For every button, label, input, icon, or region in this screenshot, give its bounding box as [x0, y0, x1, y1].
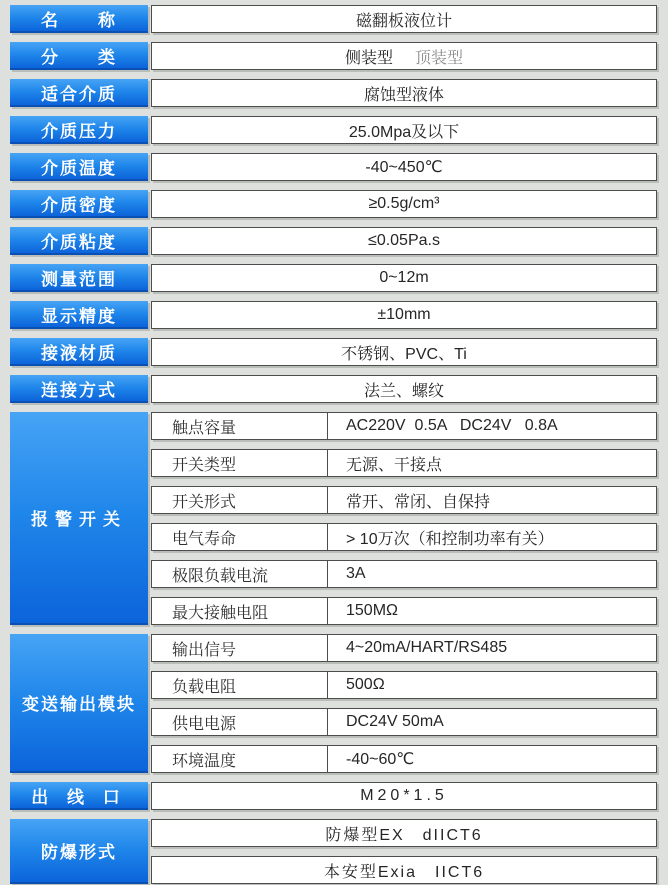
row-label: 出 线 口 — [10, 782, 148, 810]
subrow-value: 500Ω — [346, 676, 385, 693]
transmitter-module-label: 变送输出模块 — [10, 634, 148, 773]
row-value — [151, 301, 657, 329]
row-value — [151, 42, 657, 70]
table-row — [151, 708, 657, 736]
subrow-label: 输出信号 — [152, 635, 328, 661]
row-value — [151, 375, 657, 403]
row-value — [151, 116, 657, 144]
table-row — [10, 227, 657, 255]
table-row — [151, 449, 657, 477]
table-row — [10, 79, 657, 107]
subrow-value: 常开、常闭、自保持 — [346, 493, 491, 511]
table-row — [151, 412, 657, 440]
row-value-text: ≤0.05Pa.s — [368, 232, 440, 249]
row-label: 介质密度 — [10, 190, 148, 218]
row-label: 介质温度 — [10, 153, 148, 181]
alarm-switch-section — [10, 412, 657, 625]
table-row — [151, 486, 657, 514]
subrow-value: 150MΩ — [346, 602, 398, 619]
subrow-value: DC24V 50mA — [346, 713, 444, 730]
row-value-text: 磁翻板液位计 — [355, 12, 452, 30]
row-label: 适合介质 — [10, 79, 148, 107]
table-row — [151, 819, 657, 847]
subrow-value: > 10万次（和控制功率有关） — [346, 530, 554, 548]
row-value-text: -40~450℃ — [365, 159, 443, 176]
row-value — [151, 227, 657, 255]
explosion-proof-label: 防爆形式 — [10, 819, 148, 884]
alarm-switch-label: 报警开关 — [10, 412, 148, 625]
subrow-label: 供电电源 — [152, 709, 328, 735]
table-row — [10, 375, 657, 403]
subrow-label: 负载电阻 — [152, 672, 328, 698]
row-value-text: M20*1.5 — [360, 787, 448, 804]
subrow-label: 触点容量 — [152, 413, 328, 439]
row-value-secondary: 顶装型 — [415, 49, 464, 67]
row-label: 介质粘度 — [10, 227, 148, 255]
table-row — [151, 671, 657, 699]
subrow-label: 最大接触电阻 — [152, 598, 328, 624]
subrow-label: 开关类型 — [152, 450, 328, 476]
table-row — [10, 153, 657, 181]
table-row — [10, 5, 657, 33]
table-row — [10, 42, 657, 70]
row-value-text: 不锈钢、PVC、Ti — [341, 345, 467, 363]
row-label: 接液材质 — [10, 338, 148, 366]
table-row — [151, 856, 657, 884]
row-label: 显示精度 — [10, 301, 148, 329]
table-row — [151, 560, 657, 588]
row-value-text: 25.0Mpa及以下 — [348, 123, 460, 141]
table-row — [10, 301, 657, 329]
row-value — [151, 5, 657, 33]
table-row — [10, 338, 657, 366]
table-row — [10, 116, 657, 144]
row-value — [151, 782, 657, 810]
row-label: 分 类 — [10, 42, 148, 70]
subrow-value: 防爆型EX dIICT6 — [325, 826, 483, 844]
subrow-value: 无源、干接点 — [346, 456, 443, 474]
subrow-value: 4~20mA/HART/RS485 — [346, 639, 508, 656]
subrow-label: 极限负载电流 — [152, 561, 328, 587]
row-value — [151, 153, 657, 181]
row-value — [151, 338, 657, 366]
subrow-label: 电气寿命 — [152, 524, 328, 550]
subrow-value: AC220V 0.5A DC24V 0.8A — [346, 417, 558, 434]
row-label: 介质压力 — [10, 116, 148, 144]
table-row — [151, 745, 657, 773]
transmitter-module-section — [10, 634, 657, 773]
row-value-text: 腐蚀型液体 — [363, 86, 444, 104]
row-value-text: ≥0.5g/cm³ — [368, 195, 440, 212]
cable-outlet-row — [10, 782, 657, 810]
row-label: 连接方式 — [10, 375, 148, 403]
row-value — [151, 190, 657, 218]
subrow-value: 3A — [346, 565, 366, 582]
row-value-text: 法兰、螺纹 — [363, 382, 444, 400]
explosion-proof-section — [10, 819, 657, 884]
row-value-text: 侧装型 — [344, 49, 393, 67]
table-row — [151, 634, 657, 662]
row-value — [151, 79, 657, 107]
subrow-value: 本安型Exia IICT6 — [323, 863, 485, 881]
row-label: 测量范围 — [10, 264, 148, 292]
table-row — [151, 523, 657, 551]
row-value — [151, 264, 657, 292]
subrow-label: 开关形式 — [152, 487, 328, 513]
row-value-text: 0~12m — [379, 269, 429, 286]
table-row — [10, 264, 657, 292]
subrow-label: 环境温度 — [152, 746, 328, 772]
subrow-value: -40~60℃ — [346, 751, 415, 768]
row-value-text: ±10mm — [377, 306, 431, 323]
row-label: 名 称 — [10, 5, 148, 33]
table-row — [151, 597, 657, 625]
table-row — [10, 190, 657, 218]
